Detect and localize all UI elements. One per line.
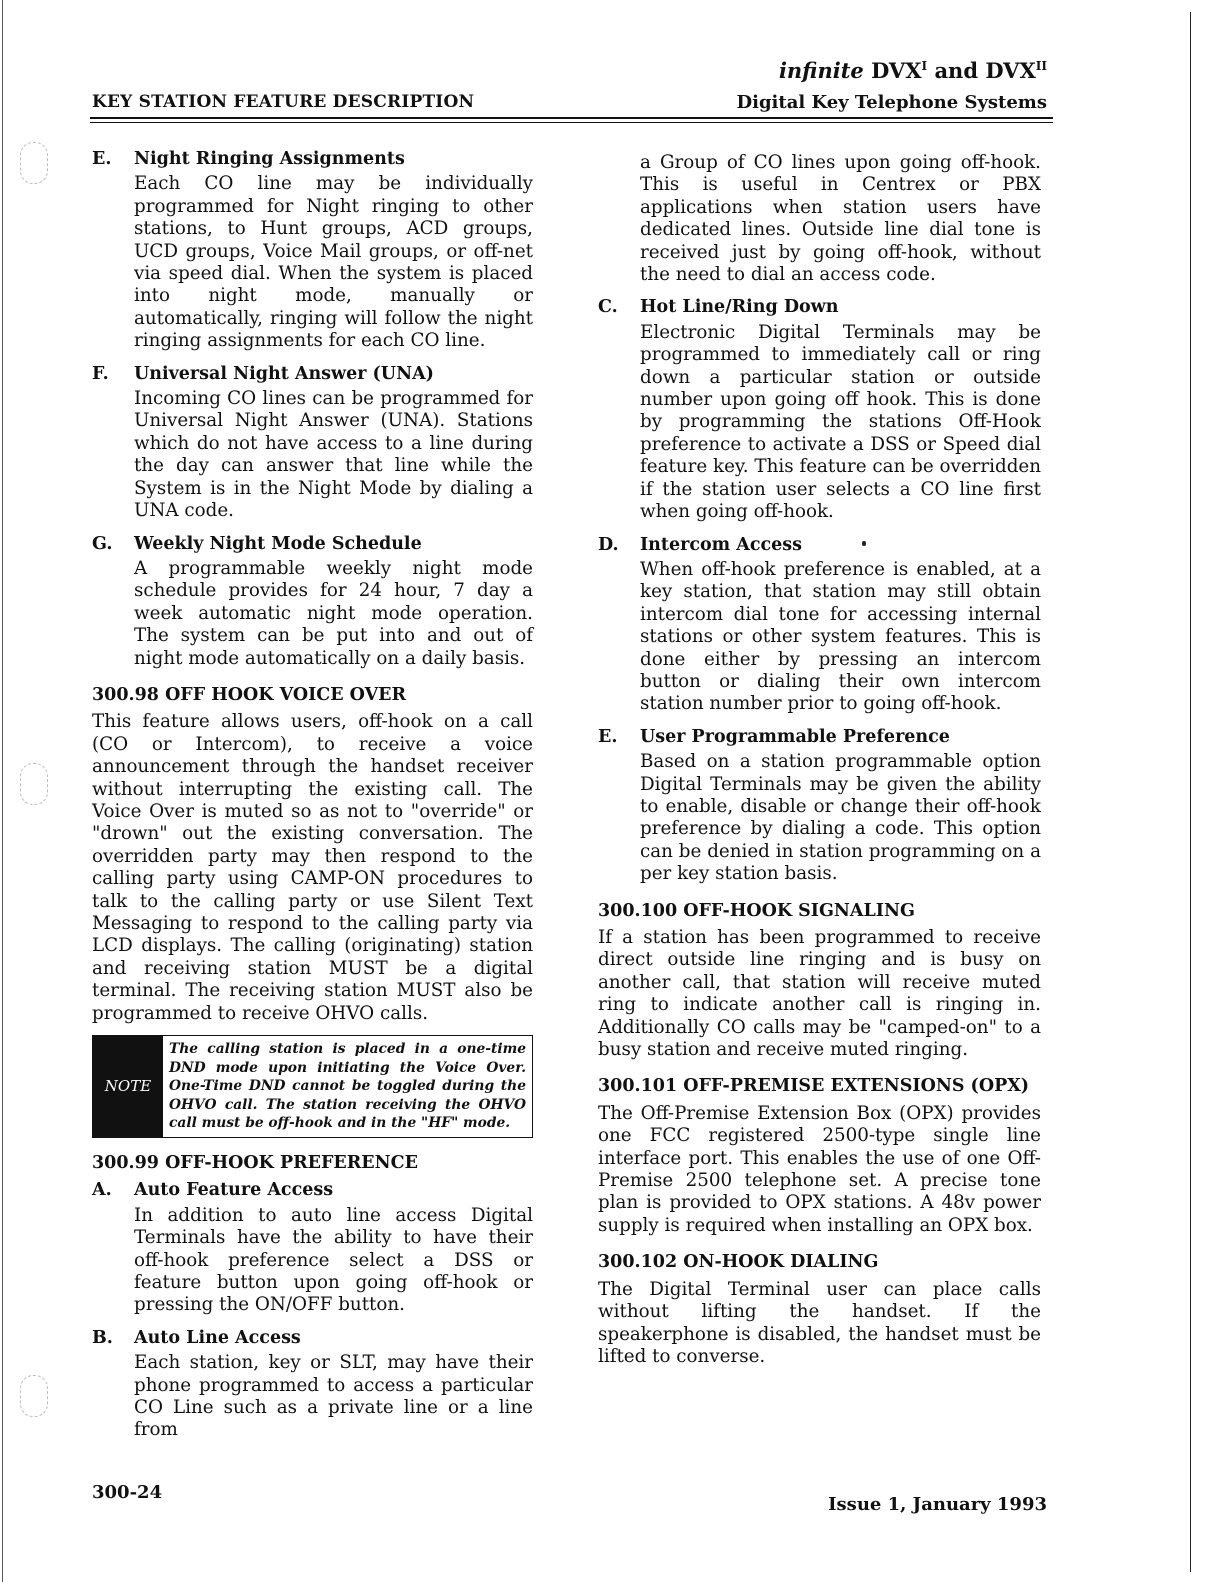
item-title: Auto Line Access xyxy=(134,1327,301,1348)
section-header: KEY STATION FEATURE DESCRIPTION xyxy=(92,92,475,112)
item-text: Incoming CO lines can be programmed for Universal Night Answer (UNA). Stations which do not have access to a line during the day can answer that line while the System is in the Night Mode by dialing a UNA code. xyxy=(134,388,533,522)
item-hot-line xyxy=(598,296,1041,523)
left-column xyxy=(92,148,533,1452)
item-title: Auto Feature Access xyxy=(134,1180,334,1201)
note-box xyxy=(92,1035,533,1138)
item-text: Each station, key or SLT, may have their phone programmed to access a particular CO Line such as a private line or a line from xyxy=(134,1352,533,1441)
item-title: Night Ringing Assignments xyxy=(134,149,405,169)
item-letter: G. xyxy=(92,533,113,554)
section-title-300-98: 300.98 OFF HOOK VOICE OVER xyxy=(92,684,407,705)
item-letter: F. xyxy=(92,363,109,384)
item-letter: D. xyxy=(598,534,619,555)
page-edge-right xyxy=(1190,12,1191,1572)
section-title-300-102: 300.102 ON-HOOK DIALING xyxy=(598,1252,879,1273)
page-number: 300-24 xyxy=(92,1482,163,1503)
item-weekly-night-mode xyxy=(92,533,533,670)
item-title: Weekly Night Mode Schedule xyxy=(134,533,422,554)
section-text-300-101: The Off-Premise Extension Box (OPX) provides one FCC registered 2500-type single line interface port. This enables the use of one Off-Premise 2500 telephone set. A precise tone plan is provided to OPX stations. A 48v power supply is required when installing an OPX box. xyxy=(598,1102,1041,1236)
punch-hole-bottom xyxy=(20,1375,48,1417)
section-title-300-101: 300.101 OFF-PREMISE EXTENSIONS (OPX) xyxy=(598,1076,1030,1097)
note-label: NOTE xyxy=(93,1036,163,1137)
continued-text: a Group of CO lines upon going off-hook. This is useful in Centrex or PBX applications when station users have dedicated lines. Outside line dial tone is received just by going off-hook, without the need to dial an access code. xyxy=(640,152,1041,286)
item-letter: E. xyxy=(92,149,112,169)
item-letter: E. xyxy=(598,726,618,747)
item-user-programmable-preference xyxy=(598,726,1041,886)
punch-hole-middle xyxy=(20,763,48,805)
item-text: In addition to auto line access Digital Terminals have the ability to have their off-hook preference select a DSS or feature button upon going off-hook or pressing the ON/OFF button. xyxy=(134,1204,533,1316)
section-title-300-100: 300.100 OFF-HOOK SIGNALING xyxy=(598,900,915,921)
section-text-300-100: If a station has been programmed to receive direct outside line ringing and is busy on another call, that station will receive muted ring to indicate another call is ringing in. Additionally CO calls may be "camped-on" to a busy station and receive muted ringing. xyxy=(598,927,1041,1061)
note-text: The calling station is placed in a one-time DND mode upon initiating the Voice Over. One-Time DND cannot be toggled during the OHVO call. The station receiving the OHVO call must be off-hook and in the "HF" mode. xyxy=(169,1041,526,1132)
punch-hole-top xyxy=(20,142,48,184)
item-universal-night-answer xyxy=(92,363,533,523)
item-letter: B. xyxy=(92,1327,113,1348)
section-title-300-99: 300.99 OFF-HOOK PREFERENCE xyxy=(92,1153,418,1173)
header-rule xyxy=(90,117,1053,119)
item-auto-feature-access xyxy=(92,1179,533,1316)
section-text-300-102: The Digital Terminal user can place calls without lifting the handset. If the speakerphone is disabled, the handset must be lifted to converse. xyxy=(598,1278,1041,1367)
page-edge-left xyxy=(2,0,3,1582)
system-subtitle: Digital Key Telephone Systems xyxy=(736,92,1047,113)
section-text-300-98: This feature allows users, off-hook on a call (CO or Intercom), to receive a voice announcement through the handset receiver without interrupting the existing call. The Voice Over is muted so as not to "override" or "drown" out the existing conversation. The overridden party may then respond to the calling party using CAMP-ON procedures to talk to the calling party or use Silent Text Messaging to respond to the calling party via LCD displays. The calling (originating) station and receiving station MUST be a digital terminal. The receiving station MUST also be programmed to receive OHVO calls. xyxy=(92,711,533,1024)
item-title: Intercom Access xyxy=(640,534,803,555)
item-letter: A. xyxy=(92,1180,112,1201)
item-title: Universal Night Answer (UNA) xyxy=(134,363,434,384)
item-night-ringing xyxy=(92,148,533,353)
item-title: User Programmable Preference xyxy=(640,726,950,747)
item-text: Each CO line may be individually programmed for Night ringing to other stations, to Hunt groups, ACD groups, UCD groups, Voice Mail groups, or off-net via speed dial. When the system is placed into night mode, manually or automatically, ringing will follow the night ringing assignments for each CO line. xyxy=(134,173,533,352)
product-title: infinite $DVX^I$ and $DVX^{II}$ xyxy=(778,58,1047,83)
item-letter: C. xyxy=(598,297,618,318)
item-text: Based on a station programmable option Digital Terminals may be given the ability to enable, disable or change their off-hook preference by dialing a code. This option can be denied in station programming on a per key station basis. xyxy=(640,751,1041,885)
item-text: When off-hook preference is enabled, at a key station, that station may still obtain intercom dial tone for accessing internal stations or other system features. This is done either by pressing an intercom button or dialing their own intercom station number prior to going off-hook. xyxy=(640,558,1041,715)
item-auto-line-access xyxy=(92,1327,533,1442)
item-text: A programmable weekly night mode schedule provides for 24 hour, 7 day a week automatic night mode operation. The system can be put into and out of night mode automatically on a daily basis. xyxy=(134,557,533,669)
item-text: Electronic Digital Terminals may be programmed to immediately call or ring down a particular station or outside number upon going off hook. This is done by programming the stations Off-Hook preference to activate a DSS or Speed dial feature key. This feature can be overridden if the station user selects a CO line first when going off-hook. xyxy=(640,321,1041,523)
item-intercom-access xyxy=(598,534,1041,716)
header-rule-thin xyxy=(90,122,1053,123)
issue-date: Issue 1, January 1993 xyxy=(828,1494,1047,1515)
right-column xyxy=(598,152,1041,1378)
item-title: Hot Line/Ring Down xyxy=(640,297,839,318)
speck-mark xyxy=(862,541,866,546)
